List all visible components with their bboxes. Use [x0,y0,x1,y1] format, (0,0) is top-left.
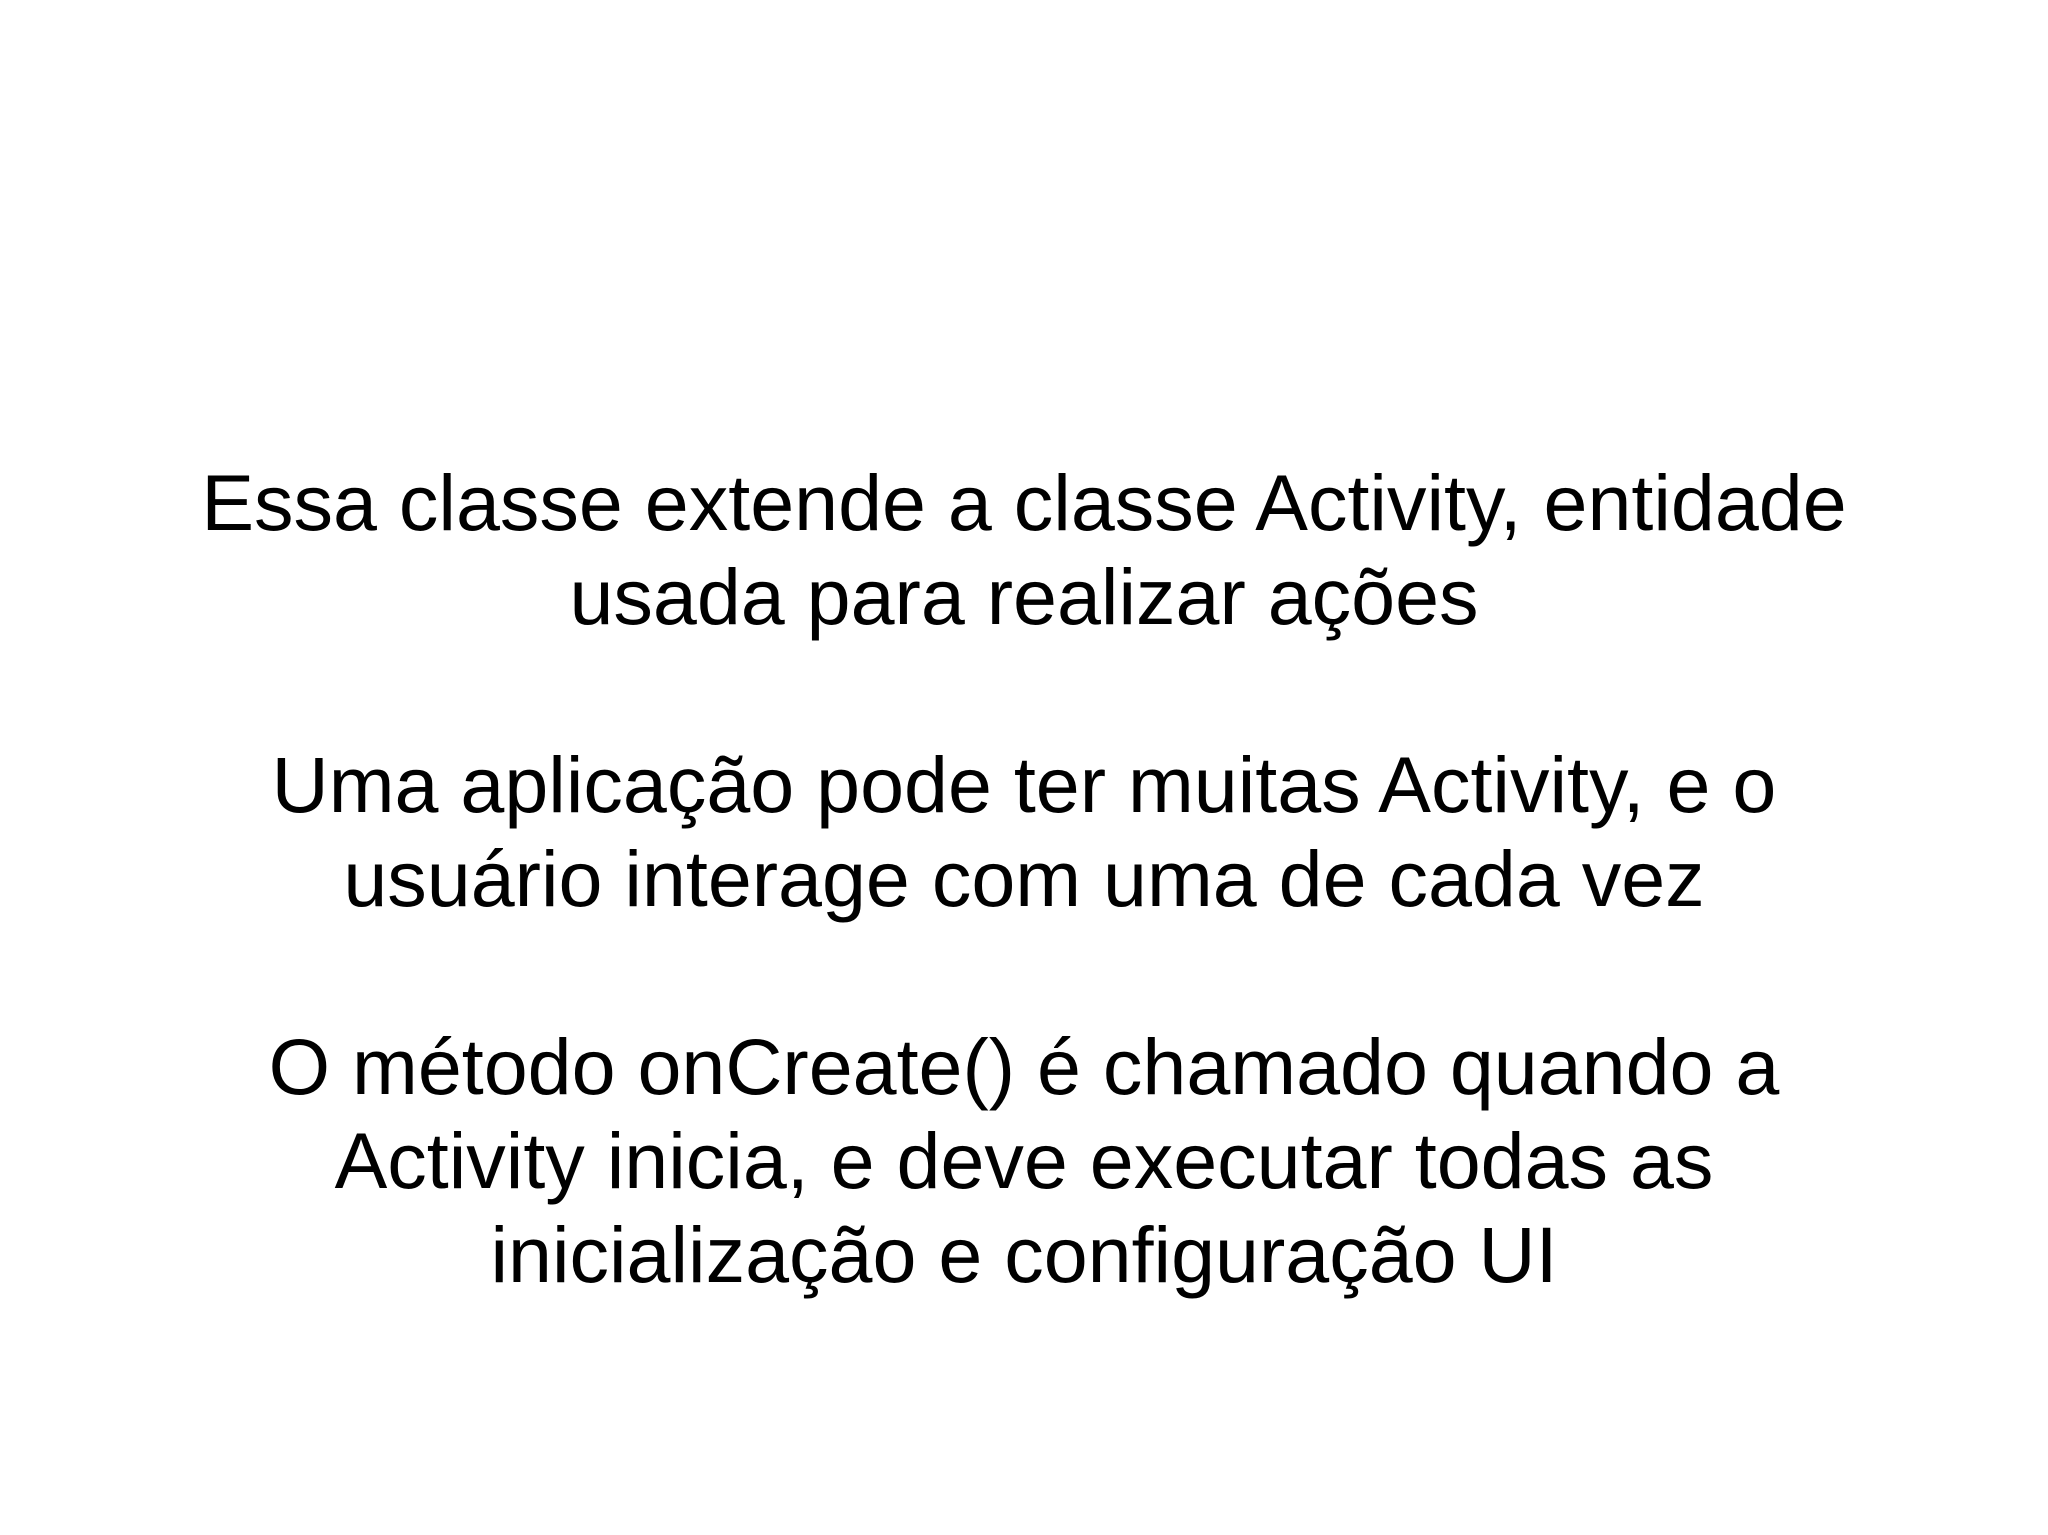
text-line: Uma aplicação pode ter muitas Activity, e o [271,740,1777,829]
text-line: usada para realizar ações [569,552,1479,641]
paragraph-multiple-activities [0,738,2048,926]
text-line: inicialização e configuração UI [490,1210,1558,1299]
text-line: O método onCreate() é chamado quando a [268,1022,1780,1111]
paragraph-activity-class [0,456,2048,644]
text-line: usuário interage com uma de cada vez [343,834,1705,923]
paragraph-oncreate-method [0,1020,2048,1302]
text-line: Activity inicia, e deve executar todas as [334,1116,1714,1205]
text-line: Essa classe extende a classe Activity, entidade [201,458,1847,547]
